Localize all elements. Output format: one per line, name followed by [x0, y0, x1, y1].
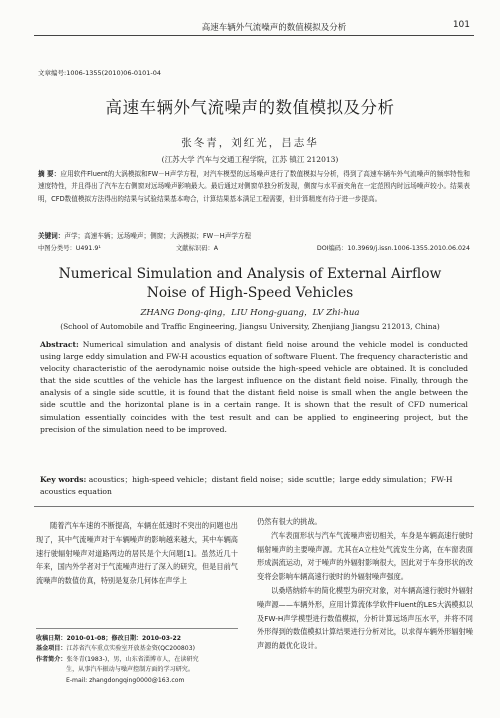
chinese-affiliation: (江苏大学 汽车与交通工程学院，江苏 镇江 212013) — [161, 155, 339, 164]
section-divider — [34, 506, 474, 507]
english-keywords-label: Key words: — [40, 475, 87, 484]
chinese-keywords-text: 声学；高速车辆；远场噪声；侧窗；大涡模拟；FW－H声学方程 — [64, 232, 252, 240]
author-bio-label: 作者简介： — [36, 655, 67, 663]
english-keywords — [40, 474, 468, 498]
received-date: 收稿日期：2010-01-08；修改日期：2010-03-22 — [36, 635, 181, 642]
running-head — [34, 20, 474, 36]
body-paragraph: 汽车表面形状与汽车气流噪声密切相关，车身是车辆高速行驶时辐射噪声的主要噪声源。尤其在A立柱处气流发生分离，在车窗表面形成涡流运动，对于噪声的外辐射影响很大，因此对于车身形状的改变将会影响车辆高速行驶时的外辐射噪声强度。 — [257, 530, 473, 582]
running-head-title: 高速车辆外气流噪声的数值模拟及分析 — [201, 23, 347, 33]
footnote-divider — [36, 628, 238, 629]
chinese-keywords — [38, 230, 470, 240]
chinese-authors: 张冬青，刘红光，吕志华 — [181, 137, 319, 149]
body-paragraph: 仍然有很大的挑战。 — [257, 517, 322, 526]
footnote — [36, 634, 242, 686]
author-email[interactable]: E-mail: zhangdongqing0000@163.com — [66, 676, 185, 684]
doi-code: DOI编码：10.3969/j.issn.1006-1355.2010.06.024 — [316, 245, 470, 252]
english-title-line-2: Noise of High-Speed Vehicles — [146, 285, 354, 301]
article-number: 文章编号:1006-1355(2010)06-0101-04 — [38, 69, 162, 77]
english-title-line-1: Numerical Simulation and Analysis of External Airflow — [58, 266, 442, 282]
chinese-abstract — [38, 168, 470, 205]
author-bio-line-2: 生，从事汽车振动与噪声控制方面的学习研究。 — [66, 666, 194, 674]
author-bio-line-1: 张冬青(1983-)，男，山东省淄博市人，在读研究 — [66, 655, 199, 663]
document-code: 文献标识码：A — [176, 245, 219, 252]
body-paragraph: 随着汽车车速的不断提高，车辆在低速时不突出的问题也出现了，其中气流噪声对于车辆噪声的影响越来越大，其中车辆高速行驶辐射噪声对道路两边的居民是个大问题[1]。虽然近几十年来，国内外学者对于气流噪声进行了深入的研究，但是目前气流噪声的数值仿真，特别是复杂几何体在声学上 — [36, 521, 238, 586]
chinese-keywords-label: 关键词： — [38, 232, 65, 240]
chinese-abstract-text: 应用软件Fluent的大涡模拟和FW－H声学方程，对汽车模型的远场噪声进行了数值模拟与分析，得到了高速车辆车外气流噪声的频率特性和速度特性，并且得出了汽车左右侧窗对远场噪声影响最大。最后通过对侧窗单独分析发现，侧窗与水平面夹角在一定范围内时远场噪声较小。结果表明，CFD数值模拟方法得出的结果与试验结果基本吻合，计算结果基本满足工程需要，但计算精度有待于进一步提高。 — [38, 170, 470, 203]
english-abstract — [40, 339, 468, 436]
english-abstract-text: Numerical simulation and analysis of distant field noise around the vehicle model is conducted using large eddy simulation and FW-H acoustics equation of software Fluent. The frequency characteristic and velocity characteristic of the aerodynamic noise outside the high-speed vehicle are obtained. It is concluded that the side scuttles of the vehicle has the largest influence on the distant field noise. Finally, through the analysis of a single side scuttle, it is found that the distant field noise is small when the angle between the side scuttle and the horizontal plane is in a certain range. It is shown that the result of CFD numerical simulation essentially coincides with the test result and can be applied to engineering project, but the precision of the simulation need to be improved. — [40, 340, 468, 434]
page-number: 101 — [452, 20, 470, 30]
english-title — [0, 265, 500, 303]
fund-label: 基金项目： — [36, 645, 67, 653]
body-left-column — [36, 519, 238, 588]
english-keywords-text: acoustics；high-speed vehicle；distant field noise；side scuttle；large eddy simulation；FW-H acoustics equation — [40, 475, 453, 497]
body-paragraph: 以桑塔纳轿车的简化模型为研究对象，对车辆高速行驶时外辐射噪声源——车辆外形，应用计算流体学软件Fluent的LES大涡模拟以及FW-H声学模型进行数值模拟，分析计算远场声压水平，并将不同外形得到的数值模拟计算结果进行分析对比，以求得车辆外形辐射噪声源的最优化设计。 — [257, 585, 473, 651]
english-abstract-label: Abstract: — [40, 340, 79, 349]
clc-number: 中图分类号：U491.9¹ — [38, 245, 101, 252]
chinese-abstract-label: 摘 要： — [38, 170, 61, 178]
fund-text: 江苏省汽车重点实验室开放基金资(QC200803) — [66, 645, 195, 653]
body-right-column — [257, 515, 473, 653]
english-authors: ZHANG Dong-qing，LIU Hong-guang，LV Zhi-hua — [140, 308, 360, 318]
english-affiliation: (School of Automobile and Traffic Engineering, Jiangsu University, Zhenjiang Jiangsu 212013, China) — [60, 322, 440, 331]
chinese-title: 高速车辆外气流噪声的数值模拟及分析 — [105, 98, 395, 117]
